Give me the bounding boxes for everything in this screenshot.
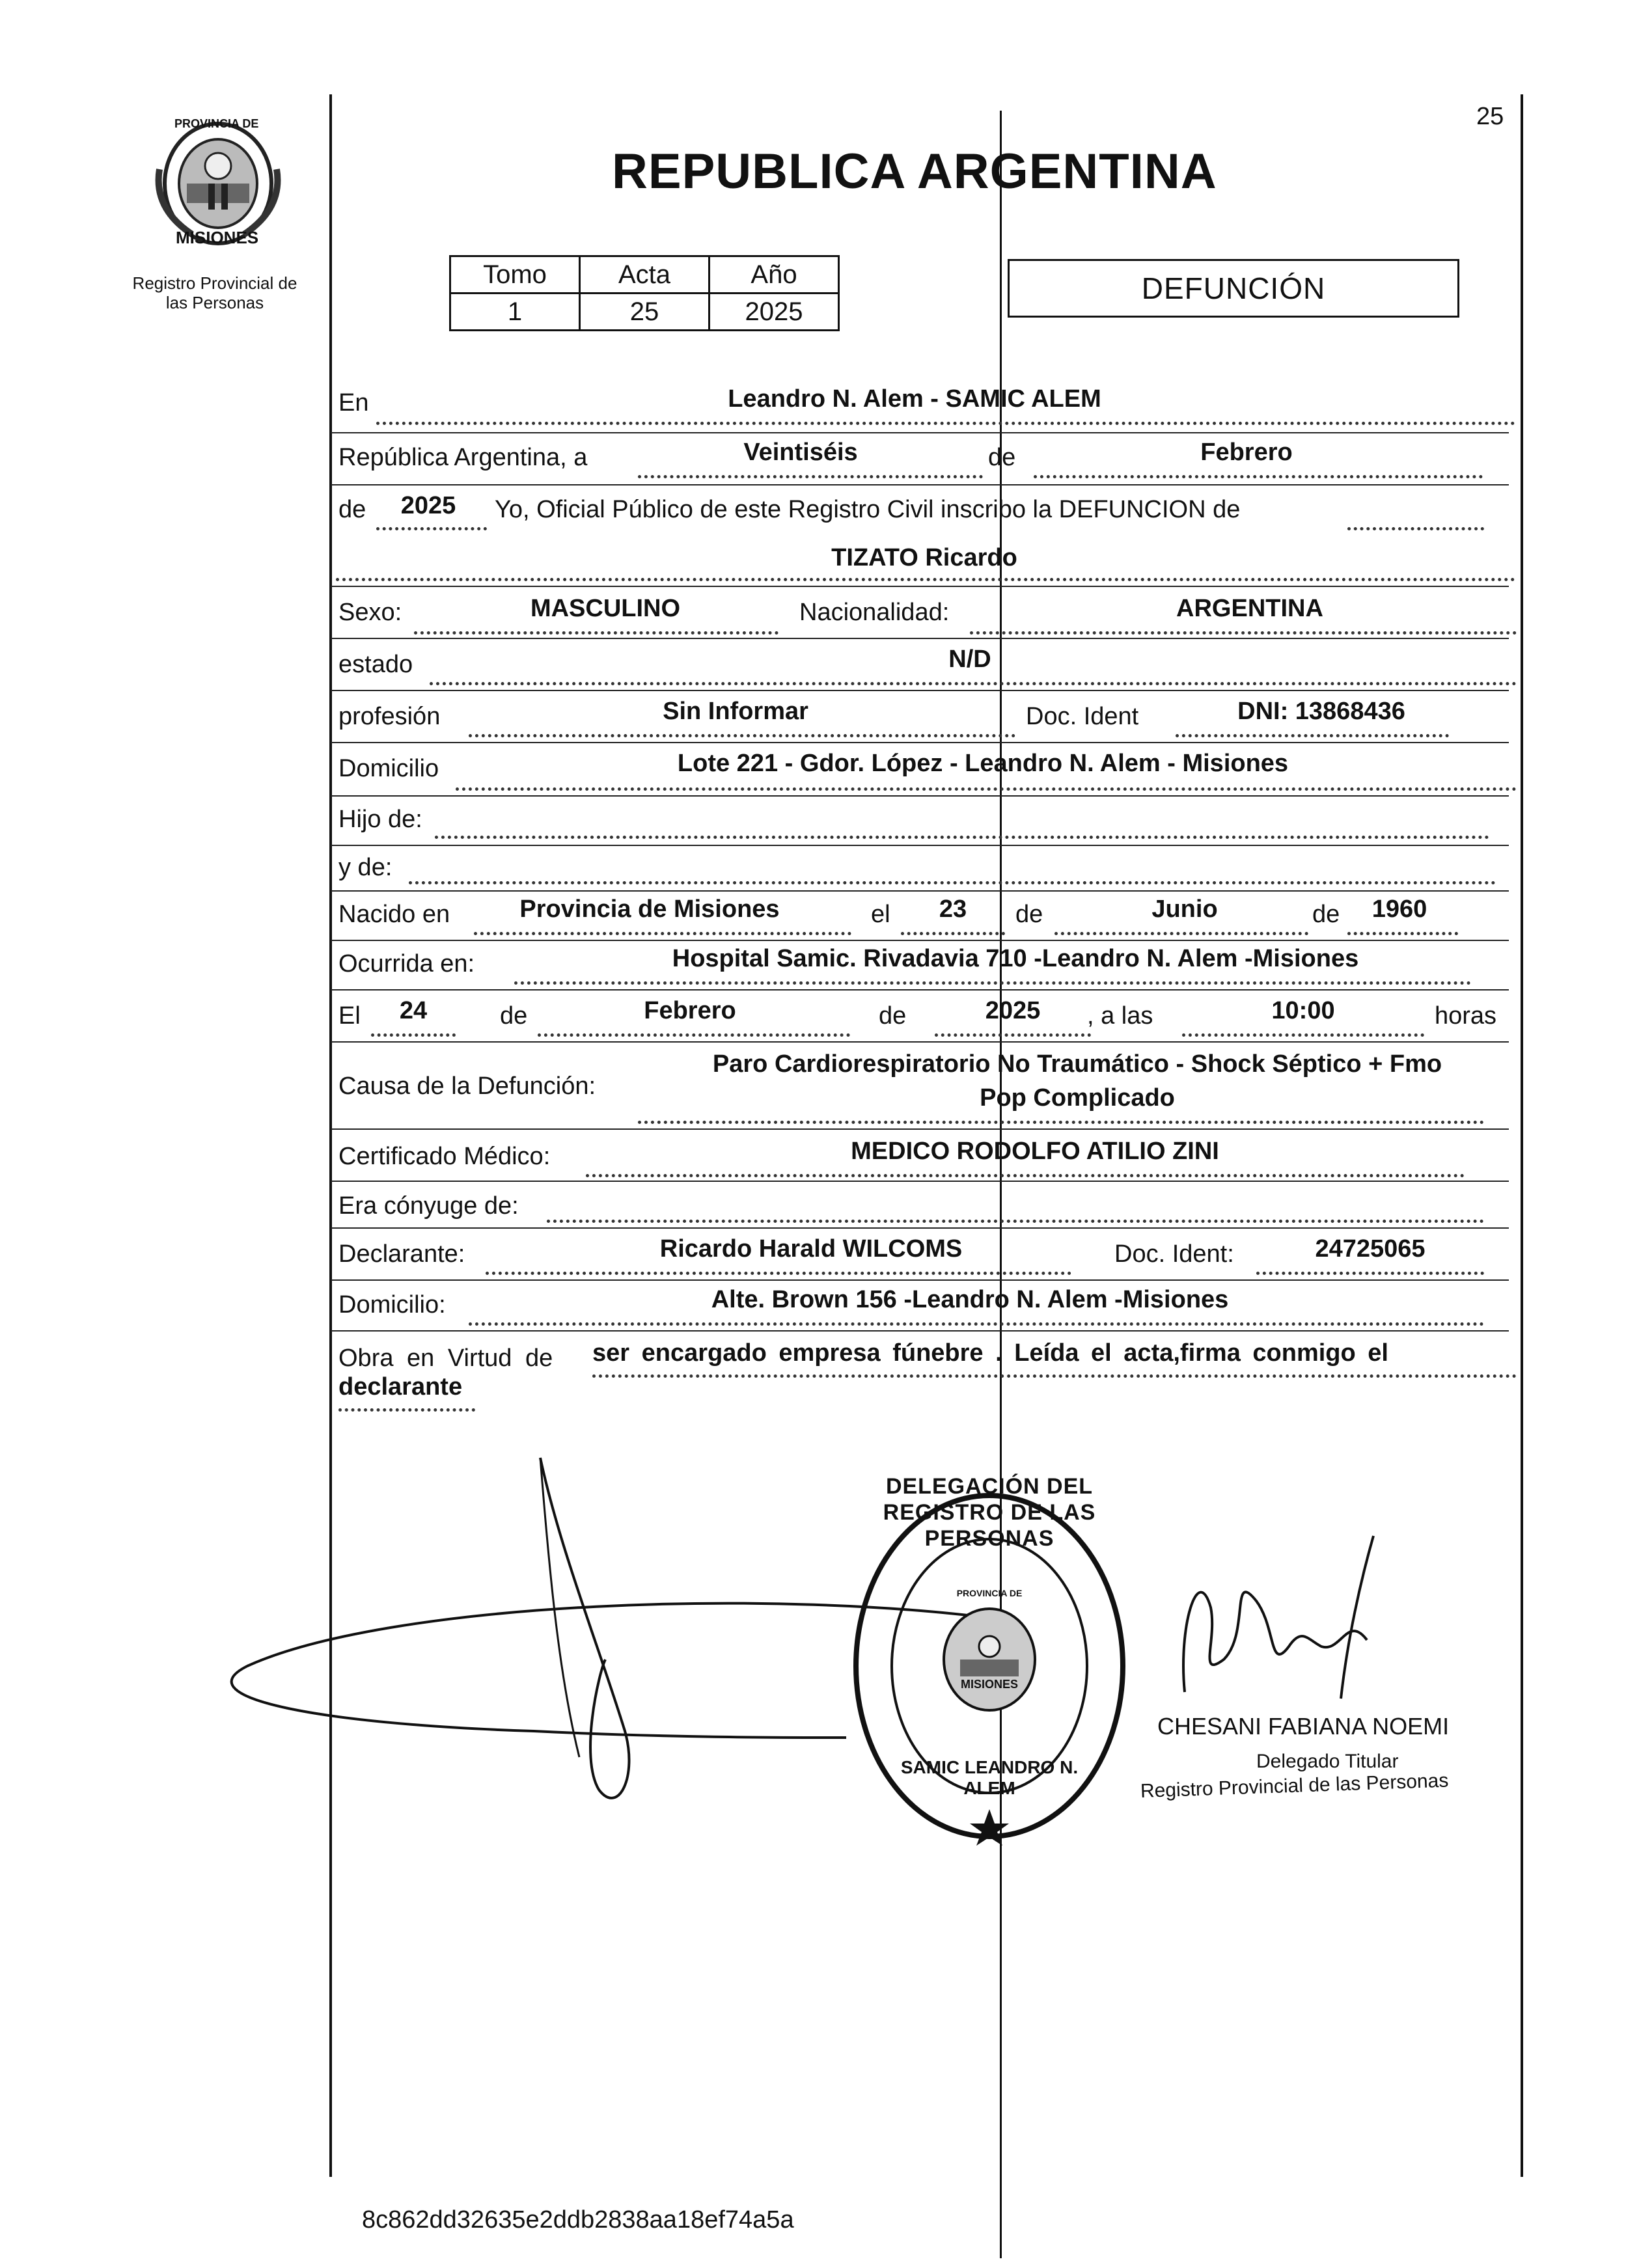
declarante-label: Declarante: (338, 1240, 465, 1268)
record-value-tomo: 1 (450, 294, 580, 331)
record-header-anio: Año (710, 256, 839, 294)
act-type-box: DEFUNCIÓN (1008, 259, 1459, 318)
domicilio-dotted-line (456, 787, 1517, 791)
obra-line1: ser encargado empresa fúnebre . Leída el acta,firma conmigo el (592, 1339, 1388, 1367)
death-time: 10:00 (1271, 997, 1335, 1024)
row-separator (331, 989, 1509, 991)
official-name: CHESANI FABIANA NOEMI (1157, 1713, 1450, 1740)
stamp-inner-text: SAMIC LEANDRO N. ALEM (900, 1757, 1079, 1798)
death-year: 2025 (985, 997, 1041, 1024)
hijo-dotted-line (435, 836, 1489, 839)
doc2-label: Doc. Ident: (1114, 1240, 1234, 1268)
doc2-dotted-line (1256, 1272, 1484, 1275)
row-separator (331, 1330, 1509, 1332)
official-office: Registro Provincial de las Personas (1140, 1769, 1449, 1802)
right-margin-line (1521, 94, 1523, 2177)
logo-text-bottom: MISIONES (176, 228, 259, 247)
row-separator (331, 1181, 1509, 1182)
birth-month: Junio (1151, 895, 1218, 923)
row-separator (331, 890, 1509, 892)
doc2-value: 24725065 (1315, 1235, 1426, 1263)
profesion-label: profesión (338, 703, 441, 730)
yde-label: y de: (338, 854, 393, 881)
certificado-value: MEDICO RODOLFO ATILIO ZINI (851, 1138, 1219, 1165)
doc-dotted-line (1176, 734, 1449, 737)
ocurrida-dotted-line (514, 981, 1471, 985)
nacionalidad-value: ARGENTINA (1176, 595, 1323, 622)
record-table-value-row (450, 294, 839, 331)
domicilio-label: Domicilio (338, 755, 439, 782)
profesion-dotted-line (469, 734, 1015, 737)
row-separator (331, 690, 1509, 691)
sexo-value: MASCULINO (530, 595, 681, 622)
left-margin-line (329, 94, 332, 2177)
row-separator (331, 1227, 1509, 1229)
horas-label: horas (1435, 1002, 1497, 1030)
document-hash: 8c862dd32635e2ddb2838aa18ef74a5a (362, 2206, 794, 2234)
statement-text: Yo, Oficial Público de este Registro Civil inscribo la DEFUNCION de (495, 496, 1241, 523)
row-separator (331, 940, 1509, 941)
de-label-6: de (879, 1002, 907, 1030)
causa-label: Causa de la Defunción: (338, 1073, 596, 1100)
yde-dotted-line (409, 881, 1496, 884)
conyuge-label: Era cónyuge de: (338, 1192, 519, 1220)
de-label-5: de (500, 1002, 528, 1030)
de-label-1: de (988, 444, 1016, 471)
death-month: Febrero (644, 997, 736, 1024)
row-separator (331, 638, 1509, 639)
record-header-tomo: Tomo (450, 256, 580, 294)
obra-line2: declarante (338, 1373, 463, 1400)
row-separator (331, 1041, 1509, 1043)
record-table-header-row (450, 256, 839, 294)
death-time-dotted-line (1182, 1033, 1424, 1037)
registry-caption-line2: las Personas (165, 293, 264, 312)
stamp-outer-text: DELEGACIÓN DEL REGISTRO DE LAS PERSONAS (883, 1474, 1096, 1551)
death-day-dotted-line (371, 1033, 456, 1037)
row-separator (331, 742, 1509, 743)
nacido-value: Provincia de Misiones (519, 895, 780, 923)
domicilio2-label: Domicilio: (338, 1291, 446, 1318)
profesion-value: Sin Informar (663, 698, 808, 725)
registry-caption-line1: Registro Provincial de (132, 273, 297, 293)
day-words: Veintiséis (743, 439, 858, 466)
de-label-4: de (1312, 901, 1340, 928)
row-separator (331, 432, 1509, 433)
document-title: REPUBLICA ARGENTINA (612, 144, 1217, 199)
certificado-label: Certificado Médico: (338, 1143, 551, 1170)
death-day: 24 (399, 997, 428, 1024)
record-header-acta: Acta (580, 256, 710, 294)
domicilio2-dotted-line (469, 1322, 1484, 1326)
row-separator (331, 586, 1509, 587)
deceased-name: TIZATO Ricardo (831, 544, 1017, 571)
obra-line2-dotted-line (338, 1408, 475, 1412)
nacionalidad-label: Nacionalidad: (799, 599, 950, 626)
birth-year: 1960 (1371, 895, 1427, 923)
en-value: Leandro N. Alem - SAMIC ALEM (728, 385, 1101, 413)
stamp-logo-text-top: PROVINCIA DE (956, 1588, 1023, 1598)
name-dotted-line (336, 578, 1515, 581)
record-value-acta: 25 (580, 294, 710, 331)
hijo-label: Hijo de: (338, 806, 422, 833)
day-dotted-line (638, 475, 983, 478)
record-value-anio: 2025 (710, 294, 839, 331)
month-value: Febrero (1200, 439, 1293, 466)
registry-caption (104, 273, 325, 312)
obra-dotted-line (592, 1374, 1517, 1378)
year-dotted-line (376, 527, 487, 530)
death-month-dotted-line (538, 1033, 850, 1037)
alas-label: , a las (1087, 1002, 1153, 1030)
en-label: En (338, 389, 369, 417)
month-dotted-line (1034, 475, 1483, 478)
row-separator (331, 1279, 1509, 1281)
birth-month-dotted-line (1054, 932, 1308, 935)
official-signature (1172, 1529, 1406, 1725)
nacionalidad-dotted-line (970, 631, 1517, 635)
de-label-2: de (338, 496, 366, 523)
nacido-dotted-line (474, 932, 851, 935)
causa-line2: Pop Complicado (980, 1084, 1175, 1112)
doc-value: DNI: 13868436 (1237, 698, 1405, 725)
statement-dotted-line (1347, 527, 1484, 530)
de-label-3: de (1015, 901, 1043, 928)
obra-label: Obra en Virtud de (338, 1345, 553, 1372)
conyuge-dotted-line (547, 1220, 1484, 1223)
en-dotted-line (376, 422, 1515, 425)
row-separator (331, 845, 1509, 846)
sexo-dotted-line (414, 631, 779, 635)
causa-dotted-line (638, 1121, 1484, 1124)
official-title: Delegado Titular (1256, 1751, 1399, 1772)
nacido-label: Nacido en (338, 901, 450, 928)
year-value: 2025 (400, 492, 456, 519)
doc-label: Doc. Ident (1026, 703, 1139, 730)
stamp-logo-text-bottom: MISIONES (960, 1678, 1018, 1691)
death-year-dotted-line (935, 1033, 1091, 1037)
birth-day-dotted-line (901, 932, 1005, 935)
ocurrida-value: Hospital Samic. Rivadavia 710 -Leandro N. Alem -Misiones (672, 945, 1359, 972)
record-table (449, 255, 840, 331)
birth-day: 23 (939, 895, 967, 923)
logo-text-top: PROVINCIA DE (174, 117, 259, 130)
row-separator (331, 1128, 1509, 1130)
page-number: 25 (1476, 103, 1504, 130)
causa-line1: Paro Cardiorespiratorio No Traumático - Shock Séptico + Fmo (712, 1050, 1442, 1078)
declarante-dotted-line (486, 1272, 1071, 1275)
rep-label: República Argentina, a (338, 444, 588, 471)
birth-year-dotted-line (1347, 932, 1458, 935)
estado-label: estado (338, 651, 413, 678)
el-label-2: El (338, 1002, 361, 1030)
sexo-label: Sexo: (338, 599, 402, 626)
domicilio2-value: Alte. Brown 156 -Leandro N. Alem -Misiones (711, 1286, 1229, 1313)
el-label-1: el (871, 901, 890, 928)
estado-dotted-line (430, 682, 1517, 685)
row-separator (331, 795, 1509, 797)
declarante-value: Ricardo Harald WILCOMS (659, 1235, 963, 1263)
certificado-dotted-line (586, 1174, 1465, 1177)
domicilio-value: Lote 221 - Gdor. López - Leandro N. Alem - Misiones (677, 750, 1289, 777)
estado-value: N/D (948, 646, 991, 673)
ocurrida-label: Ocurrida en: (338, 950, 475, 977)
row-separator (331, 484, 1509, 485)
